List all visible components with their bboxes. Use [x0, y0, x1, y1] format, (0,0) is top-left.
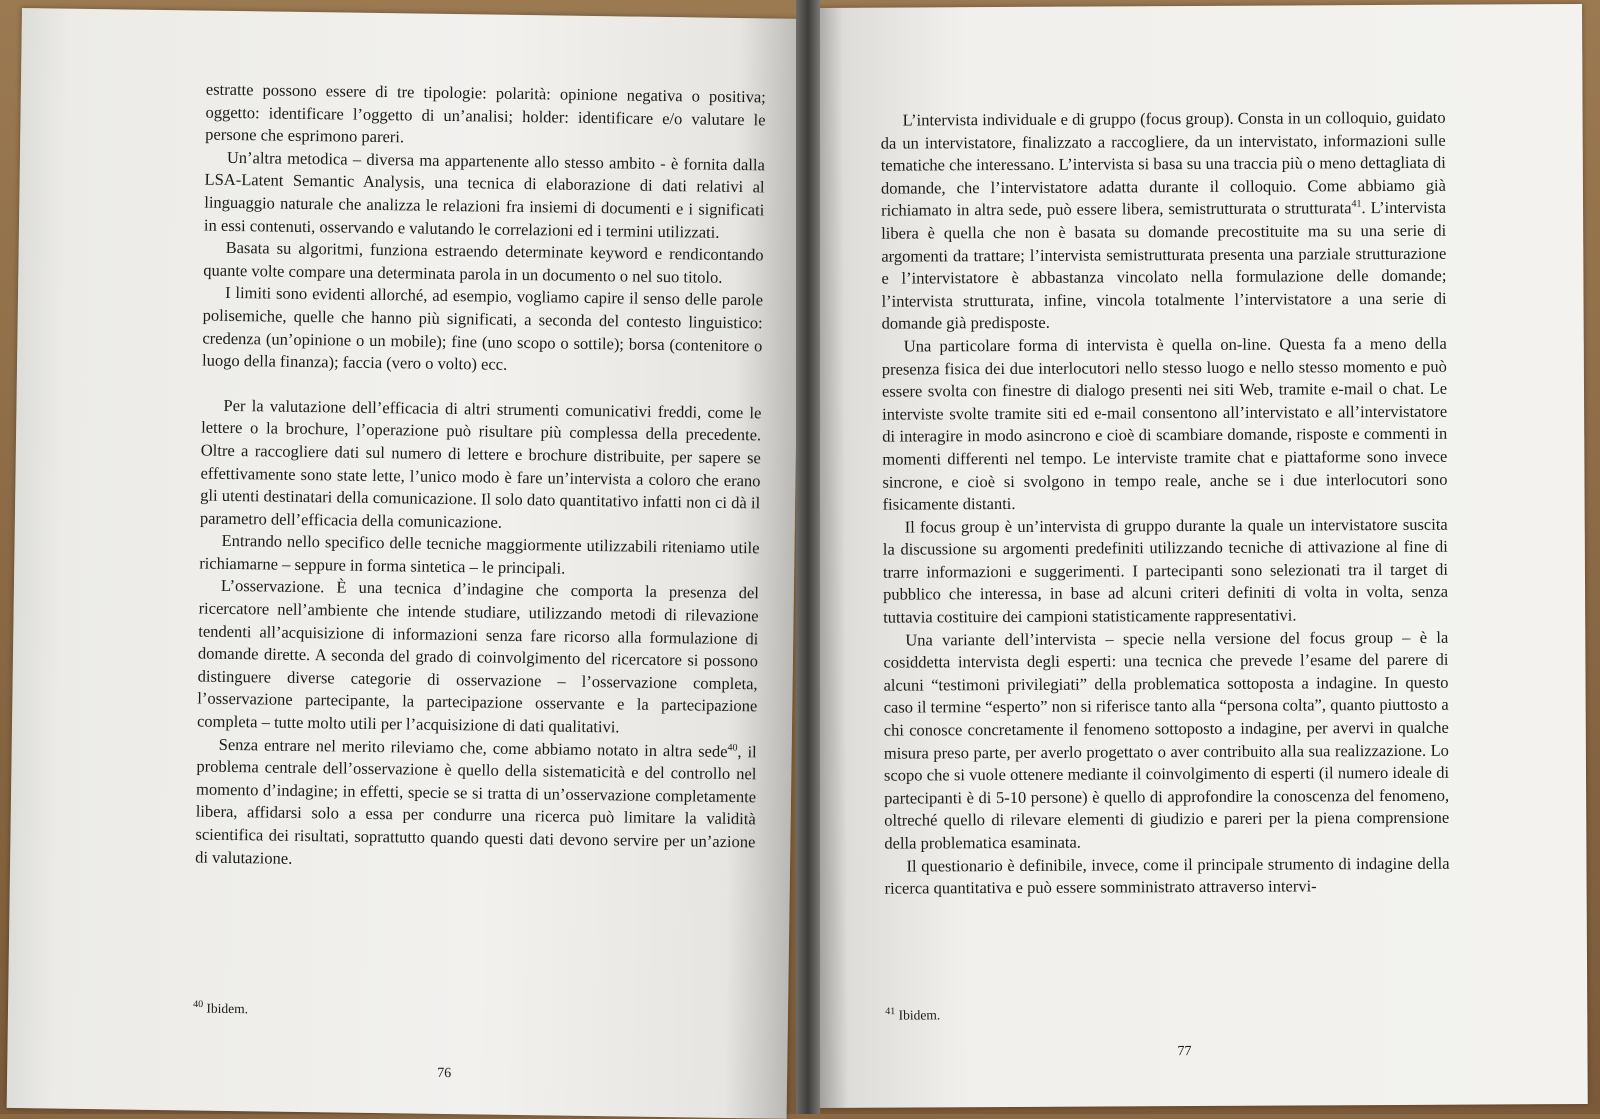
right-page-body	[881, 107, 1450, 901]
footnote-text: Ibidem.	[206, 1000, 249, 1017]
page-number: 76	[437, 1065, 452, 1082]
paragraph-part: , il problema centrale dell’osservazione è quello della sistematicità e del controllo nel momento d’indagine; in effetti, specie se si tratta di un’osservazione completamente libera, affidarsi solo a essa per condurre una ricerca può limitare la validità scientifica dei risultati, soprattutto quando questi dati devono servire per un’azione di valutazione.	[195, 741, 757, 868]
paragraph-with-footnote	[881, 107, 1447, 336]
paragraph-part: Senza entrare nel merito rileviamo che, come abbiamo notato in altra sede	[218, 734, 728, 761]
paragraph: estratte possono essere di tre tipologie: polarità: opinione negativa o positiva; oggetto: identificare l’oggetto di un’analisi; holder: identificare e/o valutare le persone che esprimono pareri.	[205, 79, 766, 147]
footnote-reference: 41	[1351, 199, 1362, 211]
paragraph-part: L’intervista individuale e di gruppo (focus group). Consta in un colloquio, guidato da un intervistatore, finalizzato a raccogliere, da un intervistato, informazioni sulle tematiche che interessano. L’intervista si basa su una traccia più o meno dettagliata di domande, che l’intervistatore adatta durante il colloquio. Come abbiamo già richiamato in altra sede, può essere libera, semistrutturata o strutturata	[880, 107, 1446, 221]
paragraph: Il questionario è definibile, invece, come il principale strumento di indagine della ricerca quantitativa e può essere somministrato attraverso intervi-	[884, 853, 1450, 898]
paragraph: Una variante dell’intervista – specie nella versione del focus group – è la cosiddetta intervista degli esperti: una tecnica che prevede l’esame del parere di alcuni “testimoni privilegiati” della problematica sottoposta a indagine. In questo caso il termine “esperto” non si riferisce tanto alla “persona colta”, quanto piuttosto a chi conosce concretamente il fenomeno sottoposto a indagine, per avervi in qualche misura preso parte, per averlo progettato o aver contribuito alla sua realizzazione. Lo scopo che si vuole ottenere mediante il coinvolgimento di esperti (il numero ideale di partecipanti è di 5-10 persone) è quello di approfondire la conoscenza del fenomeno, oltreché quello di rilevare elementi di giudizio e pareri per la piena comprensione della problematica esaminata.	[883, 627, 1450, 853]
paragraph: Entrando nello specifico delle tecniche maggiormente utilizzabili riteniamo utile richiamarne – seppure in forma sintetica – le principali.	[199, 531, 760, 578]
paragraph: L’osservazione. È una tecnica d’indagine che comporta la presenza del ricercatore nell’ambiente che intende studiare, utilizzando metodi di rilevazione tendenti all’acquisizione di informazioni senza fare ricorso alla formulazione di domande dirette. A seconda del grado di coinvolgimento del ricercatore si possono distinguere diverse categorie di osservazione – l’osservazione completa, l’osservazione partecipante, la partecipazione osservante e la partecipazione completa – tutte molto utili per l’acquisizione di dati qualitativi.	[196, 576, 760, 737]
paragraph: Una particolare forma di intervista è quella on-line. Questa fa a meno della presenza fisica dei due interlocutori nello stesso luogo e nello stesso momento e può essere svolta con finestre di dialogo presenti nei siti Web, tramite e-mail o chat. Le interviste svolte tramite siti ed e-mail consentono all’intervistato e all’intervistatore di interagire in modo asincrono e cioè di scambiare domande, risposte e commenti in momenti differenti nel tempo. Le interviste tramite chat e piattaforme sono invece sincrone, e cioè si svolgono in tempo reale, anche se i due interlocutori sono fisicamente distanti.	[881, 333, 1448, 514]
footnote-number: 41	[885, 1006, 896, 1018]
right-page	[812, 4, 1588, 1108]
left-page-body	[195, 79, 766, 877]
page-number: 77	[1177, 1044, 1192, 1060]
paragraph: Il focus group è un’intervista di gruppo durante la quale un intervistatore suscita la discussione su argomenti predefiniti utilizzando tecniche di attivazione al fine di trarre informazioni e suggerimenti. I partecipanti sono selezionati tra il target di pubblico che interessa, in base ad alcuni criteri definiti di volta in volta, senza tuttavia costituire dei campioni statisticamente rappresentativi.	[882, 514, 1449, 627]
left-page	[7, 8, 802, 1119]
footnote-text: Ibidem.	[898, 1007, 941, 1023]
footnote	[885, 1007, 940, 1023]
footnote	[193, 1000, 248, 1017]
footnote-number: 40	[193, 998, 204, 1011]
paragraph-part: . L’intervista libera è quella che non è basata su domande precostituite ma su una serie di argomenti da trattare; l’intervista semistrutturata presenta una parziale strutturazione e l’intervistatore è abbastanza vincolato nella formulazione delle domande; l’intervista strutturata, infine, vincola totalmente l’intervistatore a una serie di domande già predisposte.	[881, 198, 1447, 333]
paragraph: I limiti sono evidenti allorché, ad esempio, vogliamo capire il senso delle parole polisemiche, quelle che hanno più significati, a seconda del contesto linguistico: credenza (un’opinione o un mobile); fine (uno scopo o sottile); borsa (contenitore o luogo della finanza); faccia (vero o volto) ecc.	[201, 283, 764, 374]
paragraph-with-footnote	[195, 733, 757, 876]
paragraph: Un’altra metodica – diversa ma appartenente allo stesso ambito - è fornita dalla LSA-Latent Semantic Analysis, una tecnica di elaborazione di dati relativi al linguaggio naturale che analizza le relazioni fra insiemi di documenti e i significati in essi contenuti, osservando e valutando le correlazioni ed i termini utilizzati.	[203, 147, 766, 242]
footnote-reference: 40	[727, 742, 738, 754]
book-gutter	[796, 0, 820, 1114]
paragraph: Per la valutazione dell’efficacia di altri strumenti comunicativi freddi, come le lettere o la brochure, l’operazione può risultare più complessa della precedente. Oltre a raccogliere dati sul numero di lettere e brochure distribuite, per sapere se effettivamente sono state lette, l’unico modo è fare un’intervista a coloro che erano gli utenti destinatari della comunicazione. Il solo dato quantitativo infatti non ci dà il parametro dell’efficacia della comunicazione.	[199, 395, 762, 532]
paragraph: Basata su algoritmi, funziona estraendo determinate keyword e rendicontando quante volte compare una determinata parola in un documento o nel suo titolo.	[203, 238, 764, 287]
